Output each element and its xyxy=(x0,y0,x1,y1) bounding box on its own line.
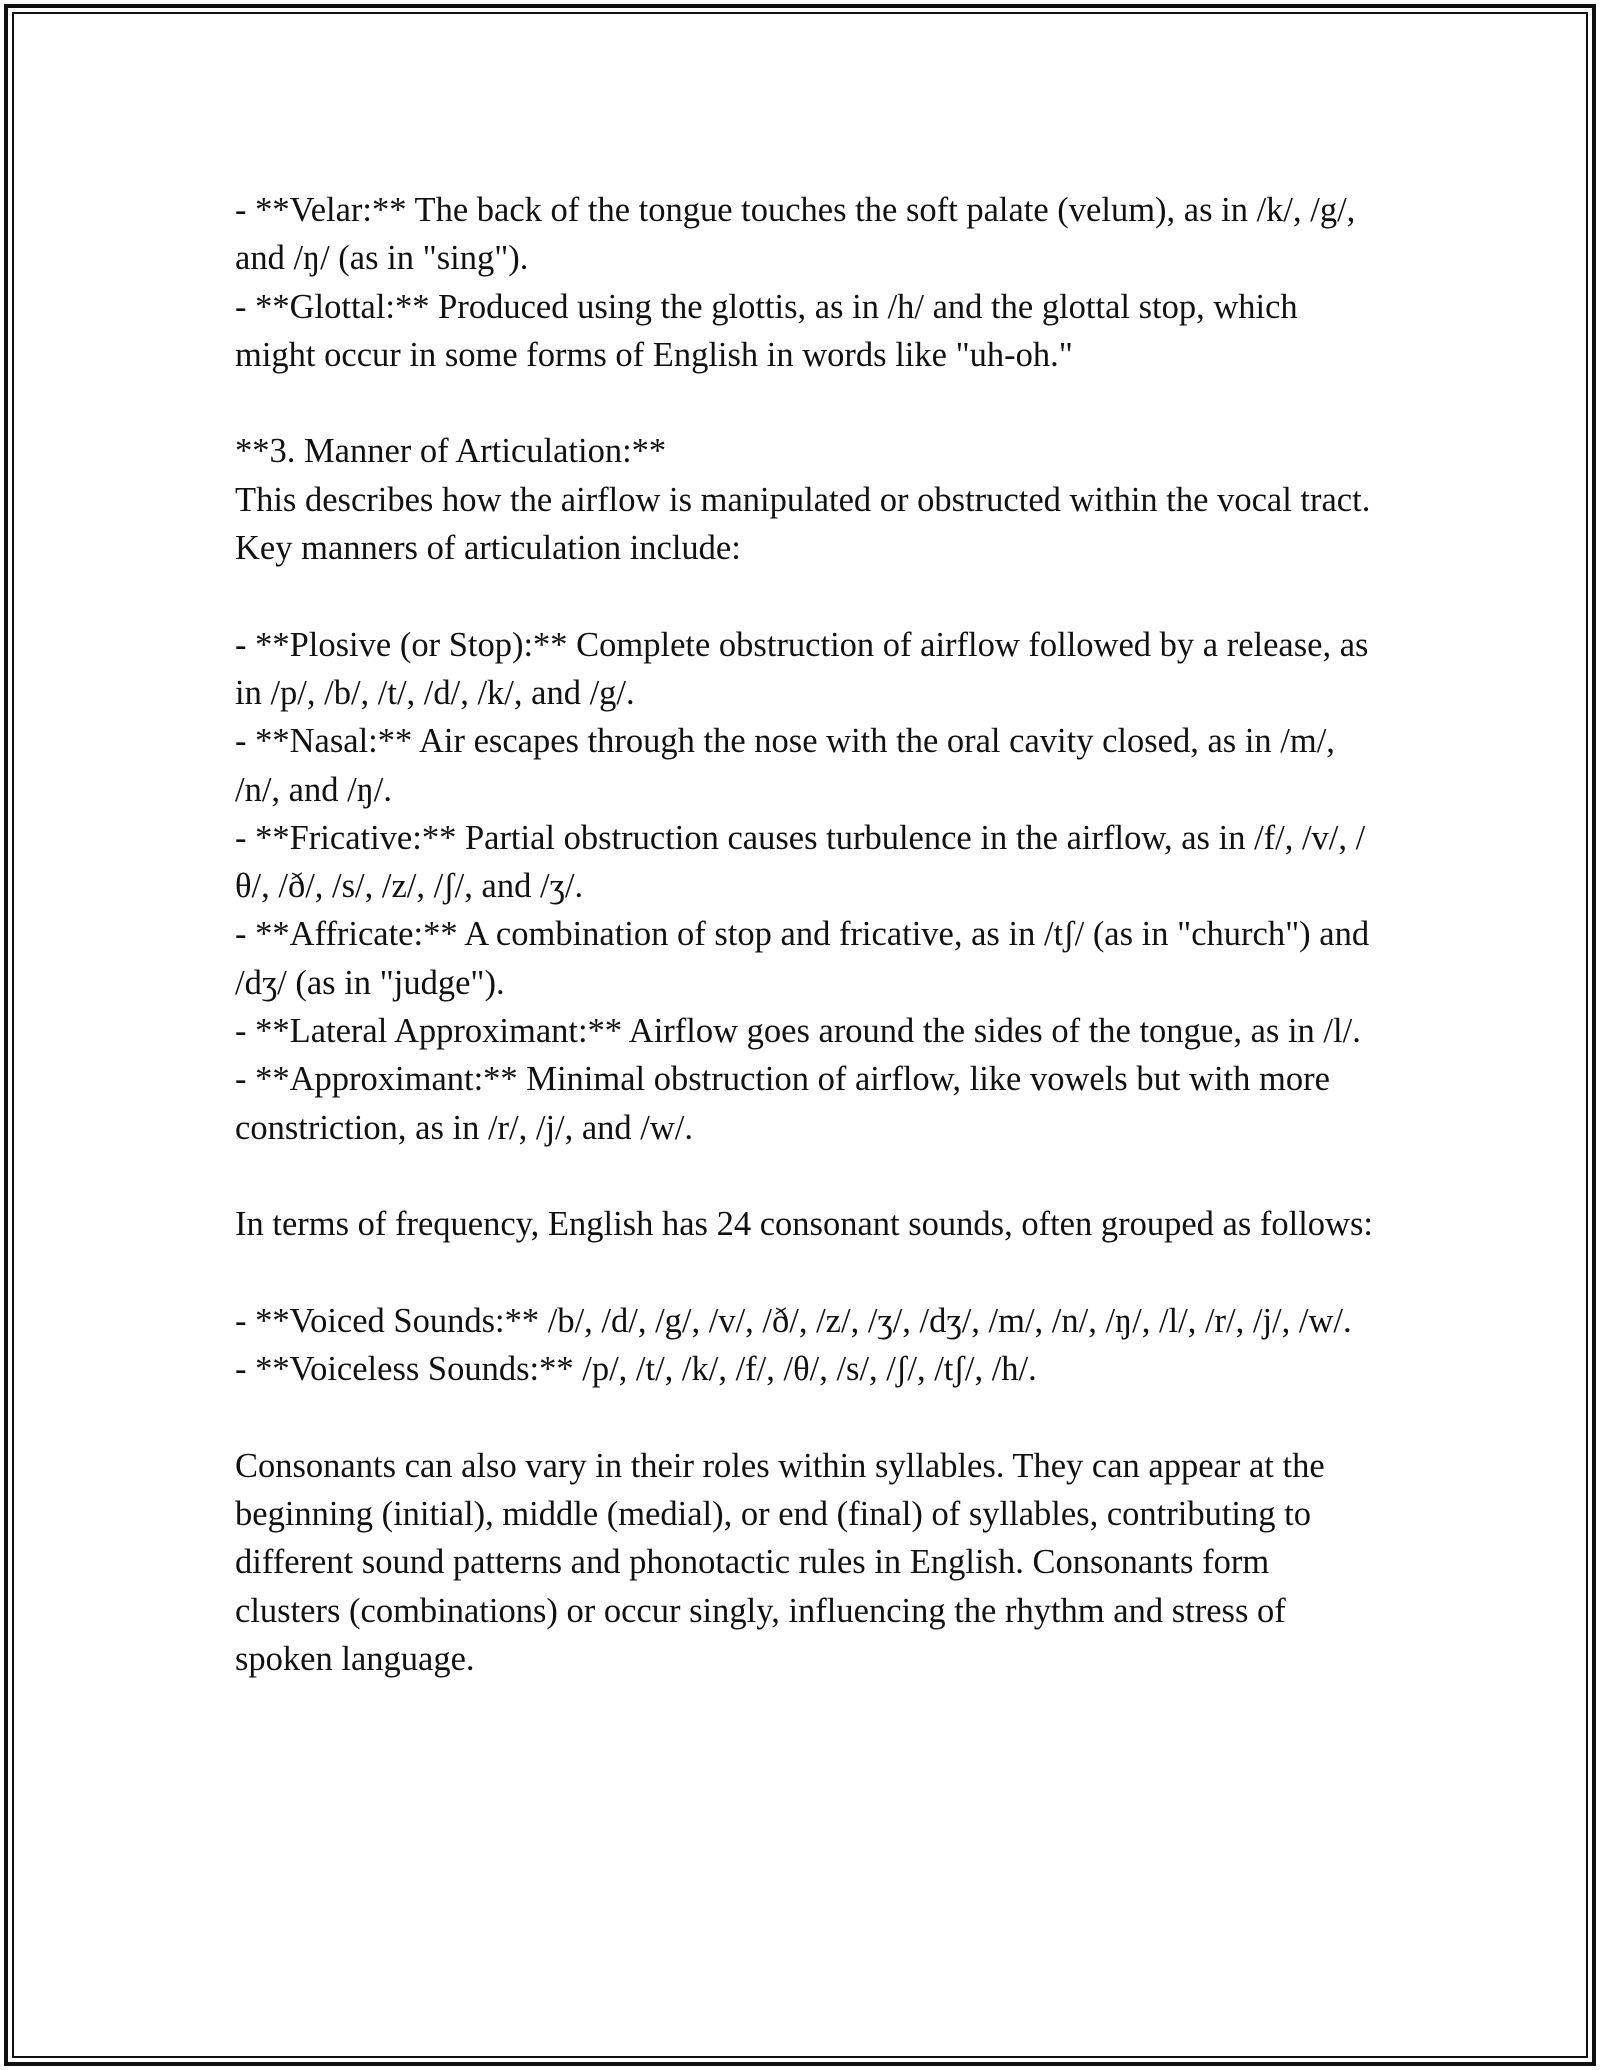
places-list xyxy=(235,186,1375,379)
manner-section xyxy=(235,427,1375,572)
list-item-fricative: - **Fricative:** Partial obstruction causes turbulence in the airflow, as in /f/, /v/, /θ/, /ð/, /s/, /z/, /ʃ/, and /ʒ/. xyxy=(235,818,1366,906)
list-item-voiced: - **Voiced Sounds:** /b/, /d/, /g/, /v/, /ð/, /z/, /ʒ/, /dʒ/, /m/, /n/, /ŋ/, /l/, /r/, /j/, /w/. xyxy=(235,1301,1352,1340)
groups-list xyxy=(235,1297,1375,1394)
section-heading: **3. Manner of Articulation:** xyxy=(235,432,667,471)
list-item-plosive: - **Plosive (or Stop):** Complete obstruction of airflow followed by a release, as in /p/, /b/, /t/, /d/, /k/, and /g/. xyxy=(235,625,1369,712)
list-item-glottal: - **Glottal:** Produced using the glottis, as in /h/ and the glottal stop, which might occur in some forms of English in words like "uh-oh." xyxy=(235,287,1298,374)
list-item-voiceless: - **Voiceless Sounds:** /p/, /t/, /k/, /f/, /θ/, /s/, /ʃ/, /tʃ/, /h/. xyxy=(235,1350,1037,1389)
list-item-approximant: - **Approximant:** Minimal obstruction of airflow, like vowels but with more constriction, as in /r/, /j/, and /w/. xyxy=(235,1060,1330,1147)
section-intro: This describes how the airflow is manipulated or obstructed within the vocal tract. Key manners of articulation include: xyxy=(235,480,1371,568)
list-item-lateral-approximant: - **Lateral Approximant:** Airflow goes around the sides of the tongue, as in /l/. xyxy=(235,1012,1361,1051)
frequency-paragraph: In terms of frequency, English has 24 consonant sounds, often grouped as follows: xyxy=(235,1205,1373,1244)
list-item-nasal: - **Nasal:** Air escapes through the nose with the oral cavity closed, as in /m/, /n/, and /ŋ/. xyxy=(235,722,1335,809)
list-item-affricate: - **Affricate:** A combination of stop and fricative, as in /tʃ/ (as in "church") and /dʒ/ (as in "judge"). xyxy=(235,915,1370,1002)
list-item-velar: - **Velar:** The back of the tongue touches the soft palate (velum), as in /k/, /g/, and /ŋ/ (as in "sing"). xyxy=(235,191,1356,278)
document-body xyxy=(235,186,1375,1683)
closing-paragraph: Consonants can also vary in their roles within syllables. They can appear at the beginning (initial), middle (medial), or end (final) of syllables, contributing to different sound patterns and phonotactic rules in English. Consonants form clusters (combinations) or occur singly, influencing the rhythm and stress of spoken language. xyxy=(235,1446,1325,1678)
manners-list xyxy=(235,621,1375,1152)
